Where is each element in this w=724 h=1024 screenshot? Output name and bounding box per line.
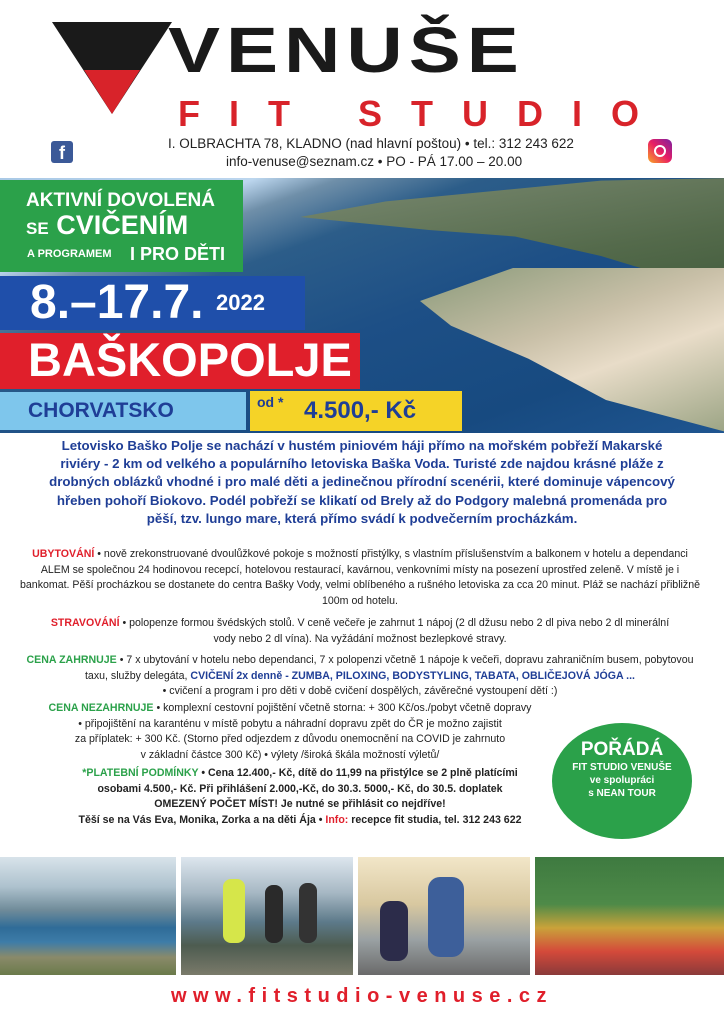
price-excludes-l3: za příplatek: + 300 Kč. (Storno před odjezdem z důvodu onemocnění na COVID je zahrnuto [74,733,506,746]
greeting-text: Těší se na Vás Eva, Monika, Zorka a na děti Ája • [78,813,323,826]
tagline-line3-main: I PRO DĚTI [130,244,226,264]
accommodation-text: • nově zrekonstruované dvoulůžkové pokoje s možností přistýlky, s vlastním příslušenstvím a balkonem v hotelu a dependanci ALEM se společnou 24 hodinovou recepcí, hotelovou restaurací, kavárnou, venkovními místy na posezení uprostřed zeleně. V místě je i bankomat. Pěší procházkou se dostanete do centra Bašky Vody, velmi oblíbeného a rušného letoviska za cca 20 minut. Pláž se nachází přibližně 100m od hotelu. [20,548,700,607]
meals-section [40,616,680,647]
price-value: 4.500,- Kč [304,397,417,424]
limited-places: OMEZENÝ POČET MÍST! Je nutné se přihlásit co nejdříve! [154,798,446,811]
destination-description: Letovisko Baško Polje se nachází v hustém piniovém háji přímo na mořském pobřeží Makarské riviéry - 2 km od velkého a populárního letoviska Baška Voda. Turisté zde najdou krásné pláže z drobných oblázků vhodné i pro malé děti a jedinečnou přírodní scenérii, které dominuje vápencový hřeben pohoří Biokovo. Podél pobřeží se klikatí od Brely až do Podgory malebná promenáda pro pěší, tzv. lungo mare, která přímo svádí k podvečerním procházkám. [49,438,675,526]
payment-label: *PLATEBNÍ PODMÍNKY [82,767,199,779]
organizer-badge [552,723,692,839]
tagline-line2-main: CVIČENÍM [56,210,189,240]
trip-year: 2022 [216,290,265,315]
facebook-icon[interactable]: f [51,141,73,163]
price-prefix: od * [257,394,284,410]
price-excludes-l1: • komplexní cestovní pojištění včetně storna: + 300 Kč/os./pobyt včetně dopravy [156,702,532,714]
website-url[interactable]: www.fitstudio-venuse.cz [170,985,554,1007]
badge-line4: s NEAN TOUR [588,788,656,799]
trip-date: 8.–17.7. [30,276,204,329]
tagline-line3-pre: A PROGRAMEM [27,248,112,260]
contact-line: info-venuse@seznam.cz • PO - PÁ 17.00 – 20.00 [226,154,523,169]
photo-group-car [535,857,724,975]
badge-line3: ve spolupráci [589,775,655,786]
price-includes-kids: • cvičení a program i pro děti v době cvičení dospělých, závěrečné vystoupení dětí :) [162,685,558,698]
destination-title: BAŠKOPOLJE [28,333,352,386]
photo-figure [299,883,317,943]
price-excludes-section [20,701,560,763]
photo-figure [223,879,245,943]
accommodation-section [20,547,700,609]
price-includes-label: CENA ZAHRNUJE [26,654,117,666]
price-excludes-label: CENA NEZAHRNUJE [48,702,154,714]
tagline-line2 [26,210,188,241]
logo-subtitle: FIT STUDIO [178,93,668,134]
info-label: Info: [325,813,349,826]
price-includes-section [20,653,700,700]
tagline-line2-pre: SE [26,219,49,238]
tagline-line1: AKTIVNÍ DOVOLENÁ [26,190,215,211]
price-includes-text: • 7 x ubytování v hotelu nebo dependanci, 7 x polopenzi včetně 1 nápoje k večeři, dopravu zahraničním busem, pobytovou taxu, služby delegáta, [84,654,694,682]
logo-wordmark: VENUŠE [168,13,525,87]
photo-coast [0,857,176,975]
payment-section [40,766,560,828]
logo-triangle [52,22,172,114]
meals-label: STRAVOVÁNÍ [50,617,120,629]
meals-text: • polopenze formou švédských stolů. V ceně večeře je zahrnut 1 nápoj (2 dl džusu nebo 2 dl piva nebo 2 dl minerální vody nebo 2 dl vína). Na vyžádání možnost bezlepkové stravy. [122,617,670,645]
photo-figure [265,885,283,943]
address-line: I. OLBRACHTA 78, KLADNO (nad hlavní poštou) • tel.: 312 243 622 [168,136,574,151]
photo-figure [380,901,408,961]
badge-line1: POŘÁDÁ [580,739,664,760]
payment-l2: osobami 4.500,- Kč. Při přihlášení 2.000,-Kč, do 30.3. 5000,- Kč, do 30.5. doplatek [97,782,503,795]
photo-figure [428,877,464,957]
price-excludes-l4: v základní částce 300 Kč) • výlety /široká škála možností výletů/ [140,748,440,761]
photo-outdoor-exercise [181,857,353,975]
country-label: CHORVATSKO [28,399,174,422]
payment-l1: • Cena 12.400,- Kč, dítě do 11,99 na přistýlce se 2 plně platícími [201,767,518,779]
price-excludes-l2: • připojištění na karanténu v místě pobytu a náhradní dopravu zpět do ČR je možno zajistit [78,717,502,730]
badge-line2: FIT STUDIO VENUŠE [572,762,672,773]
photo-kids-fun [358,857,530,975]
instagram-icon[interactable] [648,139,672,163]
hero-coast-town [420,268,724,433]
exercise-highlight: CVIČENÍ 2x denně - ZUMBA, PILOXING, BODYSTYLING, TABATA, OBLIČEJOVÁ JÓGA ... [190,669,636,682]
info-text: recepce fit studia, tel. 312 243 622 [351,813,522,826]
accommodation-label: UBYTOVÁNÍ [32,548,95,560]
